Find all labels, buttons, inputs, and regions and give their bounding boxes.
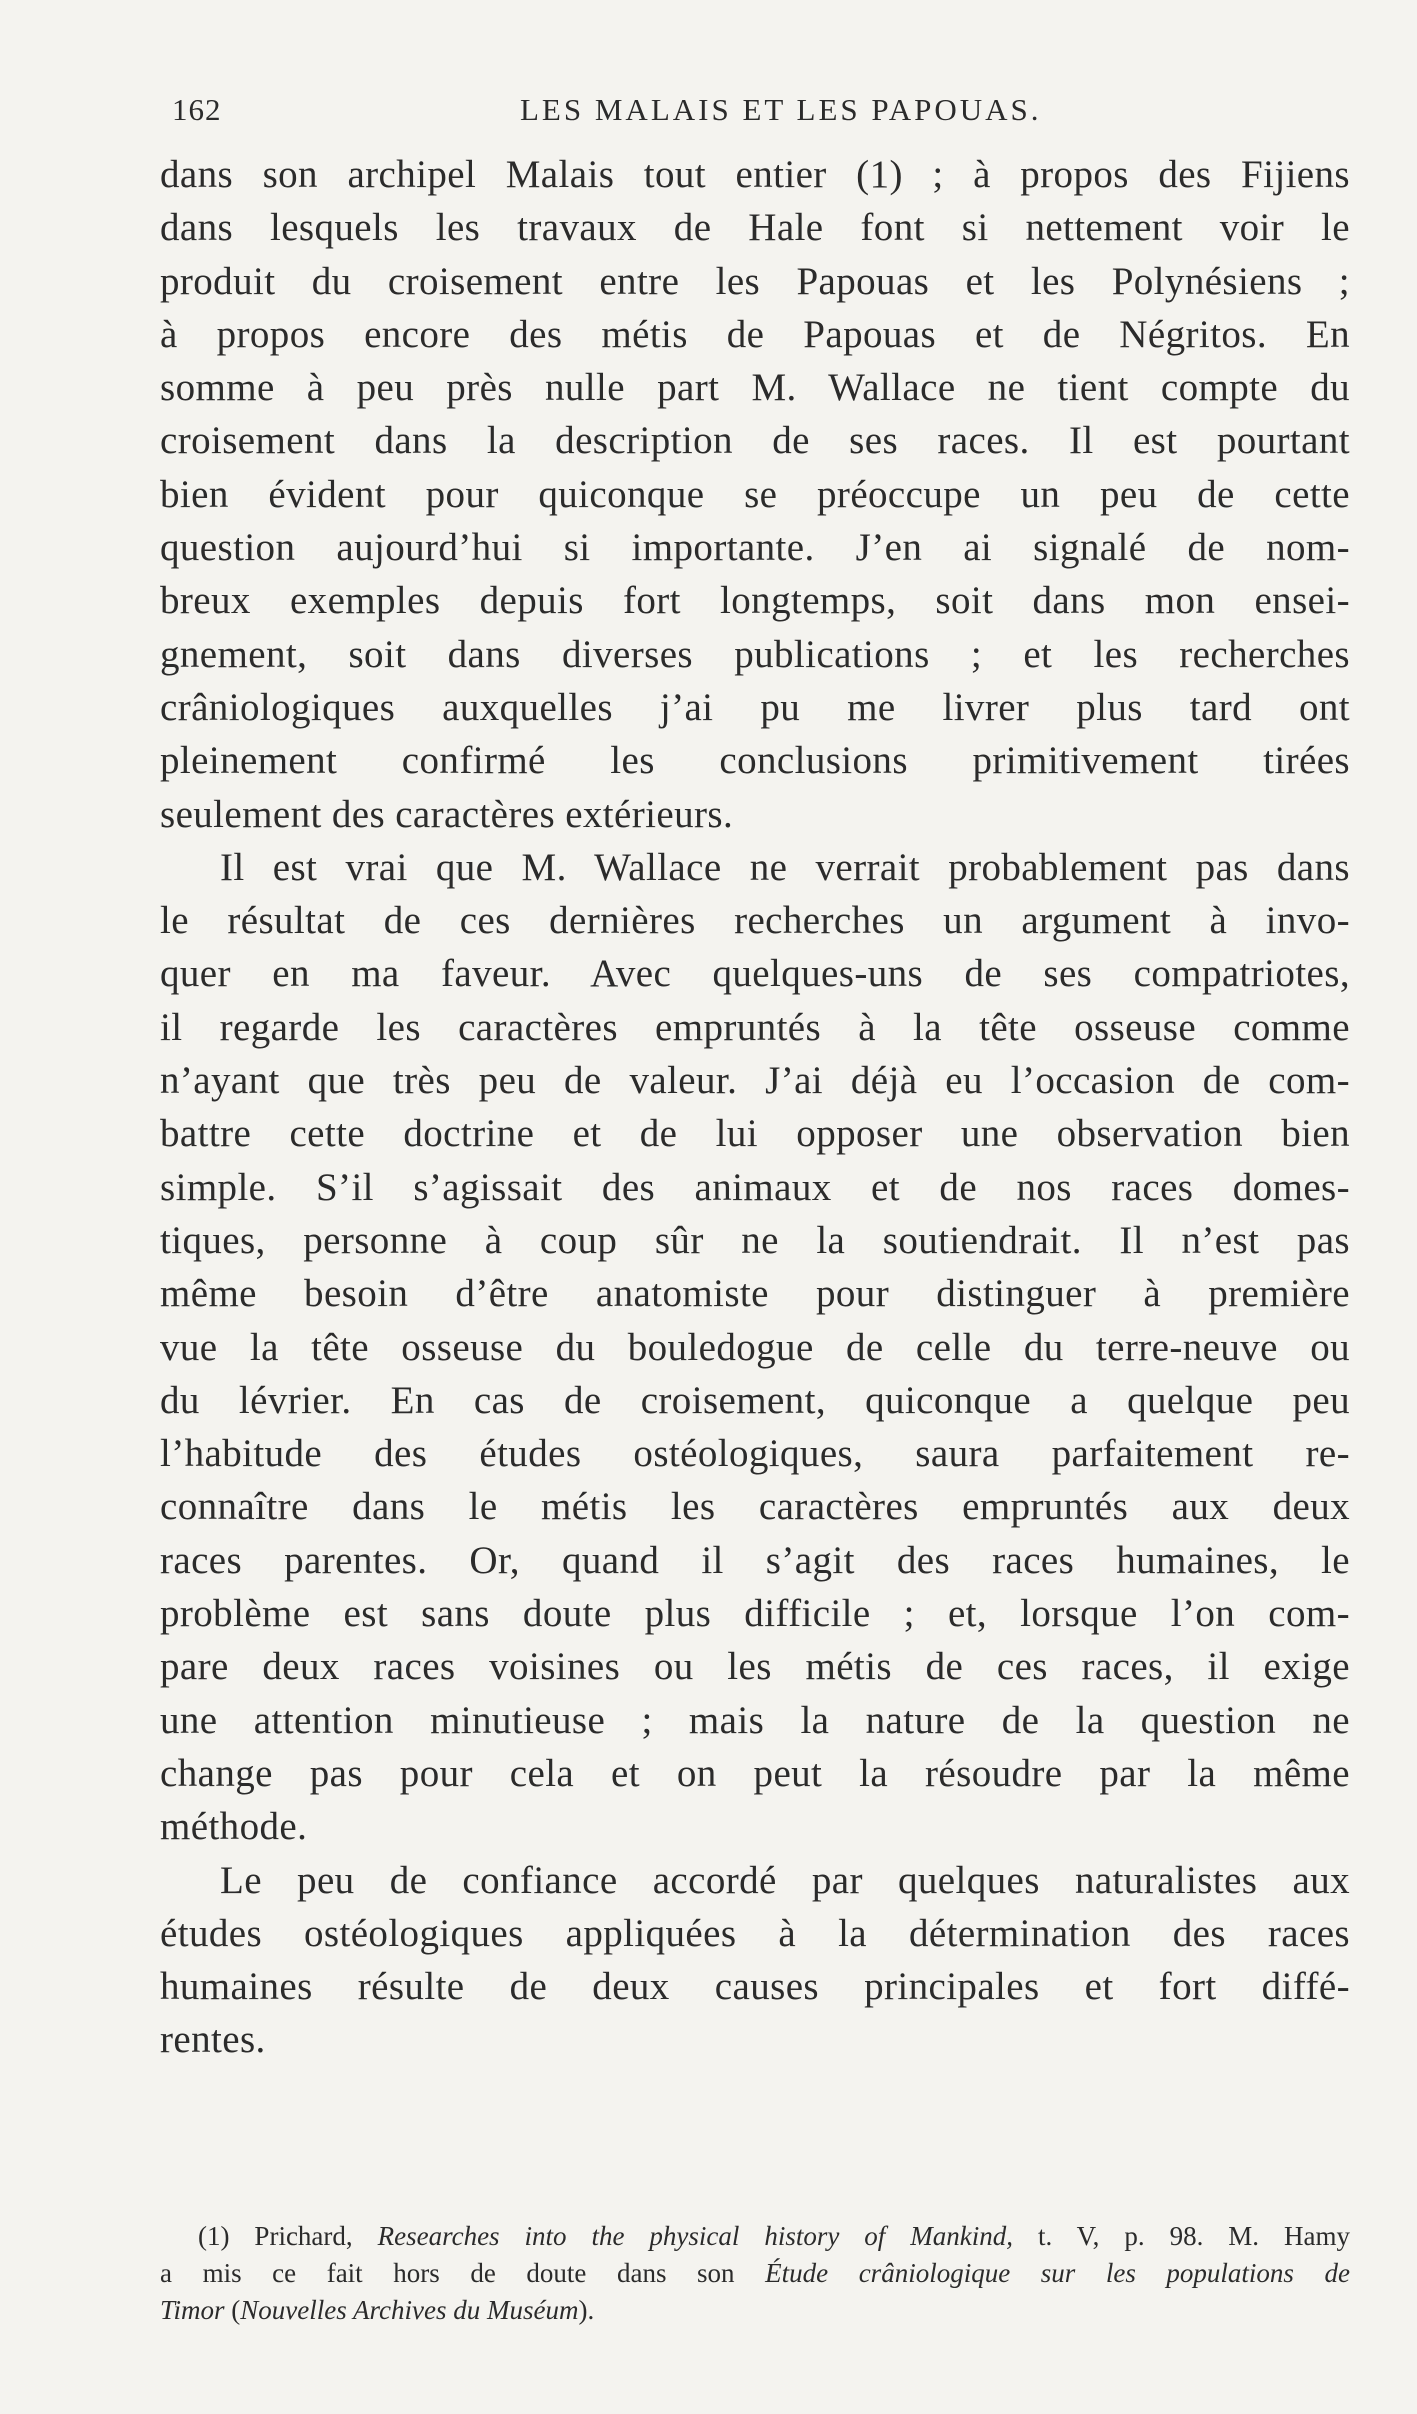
footnote-line — [160, 2255, 1350, 2292]
text-line: vue la tête osseuse du bouledogue de celle du terre-neuve ou — [160, 1325, 1350, 1369]
text-line: breux exemples depuis fort longtemps, soit dans mon ensei- — [160, 579, 1350, 623]
text-line: seulement des caractères extérieurs. — [160, 792, 734, 836]
running-head — [160, 92, 1350, 132]
text-line: question aujourd’hui si importante. J’en ai signalé de nom- — [160, 526, 1350, 570]
text-line: simple. S’il s’agissait des animaux et de nos races domes- — [160, 1165, 1350, 1209]
text-line: crâniologiques auxquelles j’ai pu me livrer plus tard ont — [160, 685, 1350, 729]
text-line: quer en ma faveur. Avec quelques-uns de ses compatriotes, — [160, 952, 1350, 996]
text-line: n’ayant que très peu de valeur. J’ai déjà eu l’occasion de com- — [160, 1059, 1350, 1103]
text-line: connaître dans le métis les caractères empruntés aux deux — [160, 1485, 1350, 1529]
footnote-title: Étude crâniologique sur les populations de — [765, 2258, 1351, 2288]
page-number: 162 — [172, 92, 222, 127]
text-line: études ostéologiques appliquées à la détermination des races — [160, 1911, 1350, 1955]
footnote — [160, 2218, 1350, 2329]
footnote-line — [160, 2292, 1350, 2329]
text-line: une attention minutieuse ; mais la nature de la question ne — [160, 1698, 1350, 1742]
text-line: le résultat de ces dernières recherches un argument à invo- — [160, 899, 1350, 943]
text-line: même besoin d’être anatomiste pour distinguer à première — [160, 1272, 1350, 1316]
text-line: méthode. — [160, 1805, 308, 1849]
text-line: pare deux races voisines ou les métis de ces races, il exige — [160, 1645, 1350, 1689]
footnote-line — [160, 2218, 1350, 2255]
body-text — [160, 148, 1350, 2067]
text-line: pleinement confirmé les conclusions primitivement tirées — [160, 739, 1350, 783]
footnote-journal: Nouvelles Archives du Muséum — [240, 2295, 579, 2325]
text-line: Le peu de confiance accordé par quelques naturalistes aux — [220, 1858, 1350, 1902]
text-line: problème est sans doute plus difficile ; et, lorsque l’on com- — [160, 1592, 1350, 1636]
footnote-title: Researches into the physical history of Mankind, — [377, 2221, 1013, 2251]
footnote-text: a mis ce fait hors de doute dans son — [160, 2258, 766, 2288]
text-line: rentes. — [160, 2018, 266, 2062]
text-line: battre cette doctrine et de lui opposer une observation bien — [160, 1112, 1350, 1156]
footnote-text: ). — [578, 2295, 595, 2325]
footnote-text: ( — [224, 2295, 241, 2325]
text-line: bien évident pour quiconque se préoccupe un peu de cette — [160, 472, 1350, 516]
text-line: Il est vrai que M. Wallace ne verrait probablement pas dans — [220, 845, 1350, 889]
text-line: dans lesquels les travaux de Hale font si nettement voir le — [160, 206, 1350, 250]
text-line: races parentes. Or, quand il s’agit des races humaines, le — [160, 1538, 1350, 1582]
text-line: du lévrier. En cas de croisement, quiconque a quelque peu — [160, 1378, 1350, 1422]
text-line: gnement, soit dans diverses publications ; et les recherches — [160, 632, 1350, 676]
text-line: croisement dans la description de ses races. Il est pourtant — [160, 419, 1350, 463]
text-line: il regarde les caractères empruntés à la tête osseuse comme — [160, 1005, 1350, 1049]
text-line: produit du croisement entre les Papouas et les Polynésiens ; — [160, 259, 1350, 303]
text-line: tiques, personne à coup sûr ne la soutiendrait. Il n’est pas — [160, 1218, 1350, 1262]
running-title: LES MALAIS ET LES PAPOUAS. — [520, 92, 1042, 127]
text-line: humaines résulte de deux causes principales et fort diffé- — [160, 1965, 1350, 2009]
text-line: dans son archipel Malais tout entier (1) ; à propos des Fijiens — [160, 153, 1350, 196]
text-line: somme à peu près nulle part M. Wallace ne tient compte du — [160, 366, 1350, 410]
footnote-text: (1) Prichard, — [198, 2221, 378, 2251]
text-line: change pas pour cela et on peut la résoudre par la même — [160, 1751, 1350, 1795]
text-line: l’habitude des études ostéologiques, saura parfaitement re- — [160, 1432, 1350, 1476]
footnote-title: Timor — [160, 2295, 225, 2325]
text-line: à propos encore des métis de Papouas et de Négritos. En — [160, 312, 1350, 356]
footnote-text: t. V, p. 98. M. Hamy — [1012, 2221, 1350, 2251]
